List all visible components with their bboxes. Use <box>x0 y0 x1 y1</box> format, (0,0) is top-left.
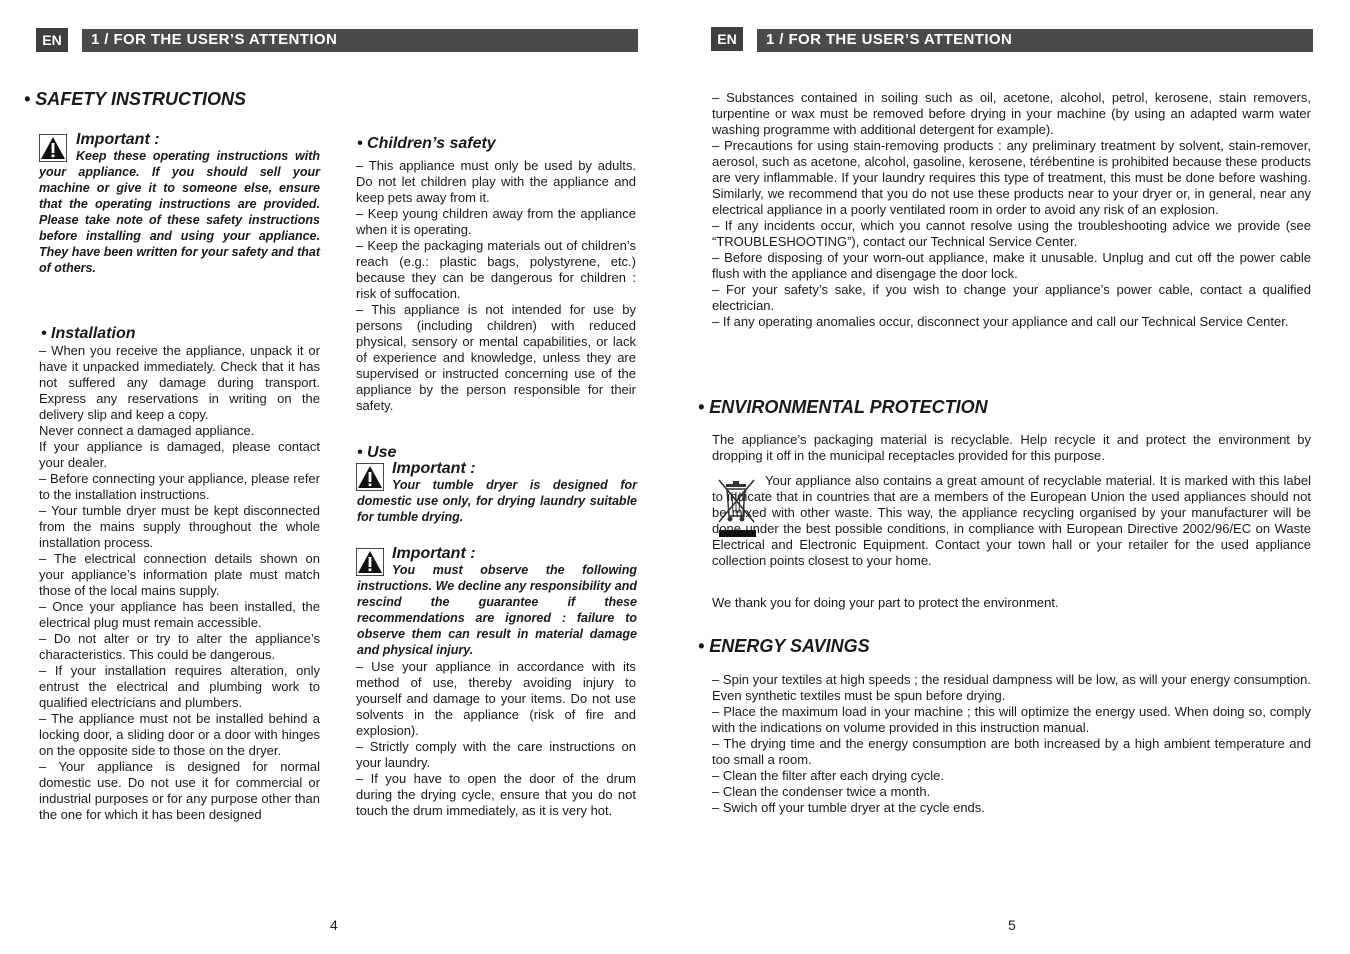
environment-text-1: The appliance’s packaging material is recyclable. Help recycle it and protect the environment by dropping it off in the municipal receptacles provided for this purpose. <box>712 432 1311 463</box>
safety-para: – If any incidents occur, which you cannot resolve using the troubleshooting advice we provide (see “TROUBLESHOOTING”), contact our Technical Service Center. <box>712 218 1311 249</box>
use-para: – Strictly comply with the care instructions on your laundry. <box>356 739 636 770</box>
section-header-bar-left: 1 / FOR THE USER’S ATTENTION <box>82 29 638 52</box>
environment-para-3 <box>712 595 1311 611</box>
safety-para: – If any operating anomalies occur, disconnect your appliance and call our Technical Service Center. <box>712 314 1289 329</box>
energy-savings-heading: • ENERGY SAVINGS <box>698 636 870 656</box>
safety-para: – Precautions for using stain-removing products : any preliminary treatment by solvent, stain-remover, aerosol, such as acetone, alcohol, gasoline, kerosene, térébentine is prohibited because these products are very inflammable. If your laundry requires this type of treatment, this must be done before washing. Similarly, we recommend that you do not use these products near to your dryer or, in general, near any electrical appliance in a poorly ventilated room in order to avoid any risk of an explosion. <box>712 138 1311 217</box>
energy-savings-text <box>712 672 1311 816</box>
page-number-right: 5 <box>1008 917 1016 933</box>
children-para: – This appliance is not intended for use by persons (including children) with reduced physical, sensory or mental capabilities, or lack of experience and knowledge, unless they are supervised or instructed concerning use of the appliance by the person responsible for their safety. <box>356 302 636 413</box>
childrens-safety-text <box>356 158 636 414</box>
safety-para: – Before disposing of your worn-out appliance, make it unusable. Unplug and cut off the power cable flush with the appliance and disengage the door lock. <box>712 250 1311 281</box>
environment-text-3: We thank you for doing your part to protect the environment. <box>712 595 1059 610</box>
important-block-1 <box>39 148 320 276</box>
use-heading: • Use <box>357 444 397 461</box>
safety-para: – Substances contained in soiling such as oil, acetone, alcohol, petrol, kerosene, stain removers, turpentine or wax must be removed before drying in your machine (by using an adapted warm water washing programme with additional detergent for example). <box>712 90 1311 137</box>
energy-para: – The drying time and the energy consumption are both increased by a high ambient temperature and too small a room. <box>712 736 1311 767</box>
installation-para: – Once your appliance has been installed, the electrical plug must remain accessible. <box>39 599 320 630</box>
safety-para: – For your safety’s sake, if you wish to change your appliance’s power cable, contact a qualified electrician. <box>712 282 1311 313</box>
energy-para: – Spin your textiles at high speeds ; the residual dampness will be low, as will your energy consumption. Even synthetic textiles must be spun before drying. <box>712 672 1311 703</box>
important-title-1: Important : <box>76 131 160 148</box>
environment-para-2-block <box>712 473 1311 569</box>
use-para: – Use your appliance in accordance with its method of use, thereby avoiding injury to yourself and damage to your items. Do not use solvents in the appliance (risk of fire and explosion). <box>356 659 636 738</box>
environment-para-1 <box>712 432 1311 464</box>
important-title-2: Important : <box>392 460 476 477</box>
installation-para: – If your installation requires alteration, only entrust the electrical and plumbing work to qualified electricians and plumbers. <box>39 663 320 710</box>
installation-text <box>39 343 320 823</box>
installation-para: – Before connecting your appliance, please refer to the installation instructions. <box>39 471 320 502</box>
children-para: – This appliance must only be used by adults. Do not let children play with the appliance and keep pets away from it. <box>356 158 636 205</box>
installation-para: – Your appliance is designed for normal domestic use. Do not use it for commercial or industrial purposes or for any purpose other than the one for which it has been designed <box>39 759 320 822</box>
important-block-2 <box>357 477 637 525</box>
installation-para: – Do not alter or try to alter the appliance’s characteristics. This could be dangerous. <box>39 631 320 662</box>
energy-para: – Swich off your tumble dryer at the cycle ends. <box>712 800 985 815</box>
environment-text-2: Your appliance also contains a great amount of recyclable material. It is marked with this label to indicate that in countries that are a members of the European Union the used appliances should not be mixed with other waste. This way, the appliance recycling organised by your manufacturer will be done under the best possible conditions, in compliance with European Directive 2002/96/EC on Waste Electrical and Electronic Equipment. Contact your town hall or your retailer for the used appliance collection points closest to your home. <box>712 473 1311 568</box>
installation-para: – When you receive the appliance, unpack it or have it unpacked immediately. Check that it has not suffered any damage during transport. Express any reservations in writing on the delivery slip and keep a copy. <box>39 343 320 422</box>
important-text-2: Your tumble dryer is designed for domestic use only, for drying laundry suitable for tumble drying. <box>357 478 637 524</box>
important-block-3 <box>357 562 637 658</box>
page-number-left: 4 <box>330 917 338 933</box>
safety-continued-text <box>712 90 1311 330</box>
important-title-3: Important : <box>392 545 476 562</box>
lang-badge-right: EN <box>711 27 743 51</box>
energy-para: – Place the maximum load in your machine ; this will optimize the energy used. When doing so, comply with the indications on volume provided in this instruction manual. <box>712 704 1311 735</box>
energy-para: – Clean the filter after each drying cycle. <box>712 768 944 783</box>
environmental-protection-heading: • ENVIRONMENTAL PROTECTION <box>698 397 988 417</box>
energy-para: – Clean the condenser twice a month. <box>712 784 931 799</box>
important-text-1: Keep these operating instructions with your appliance. If you should sell your machine or give it to someone else, ensure that the operating instructions are provided. Please take note of these safety instructions before installing and using your appliance. They have been written for your safety and that of others. <box>39 149 320 275</box>
installation-para: – The appliance must not be installed behind a locking door, a sliding door or a door with hinges on the opposite side to those on the dryer. <box>39 711 320 758</box>
use-text <box>356 659 636 819</box>
section-header-bar-right: 1 / FOR THE USER’S ATTENTION <box>757 29 1313 52</box>
safety-instructions-heading: • SAFETY INSTRUCTIONS <box>24 89 246 109</box>
installation-heading: • Installation <box>41 325 136 342</box>
installation-para: – The electrical connection details shown on your appliance’s information plate must match those of the local mains supply. <box>39 551 320 598</box>
installation-para: If your appliance is damaged, please contact your dealer. <box>39 439 320 470</box>
childrens-safety-heading: • Children’s safety <box>357 135 496 152</box>
use-para: – If you have to open the door of the drum during the drying cycle, ensure that you do not touch the drum immediately, as it is very hot. <box>356 771 636 818</box>
children-para: – Keep the packaging materials out of children’s reach (e.g.: plastic bags, polystyrene, etc.) because they can be dangerous for children : risk of suffocation. <box>356 238 636 301</box>
important-text-3: You must observe the following instructions. We decline any responsibility and rescind the guarantee if these recommendations are ignored : failure to observe them can result in material damage and physical injury. <box>357 563 637 657</box>
installation-para: Never connect a damaged appliance. <box>39 423 255 438</box>
children-para: – Keep young children away from the appliance when it is operating. <box>356 206 636 237</box>
lang-badge-left: EN <box>36 28 68 52</box>
installation-para: – Your tumble dryer must be kept disconnected from the mains supply throughout the whole installation process. <box>39 503 320 550</box>
